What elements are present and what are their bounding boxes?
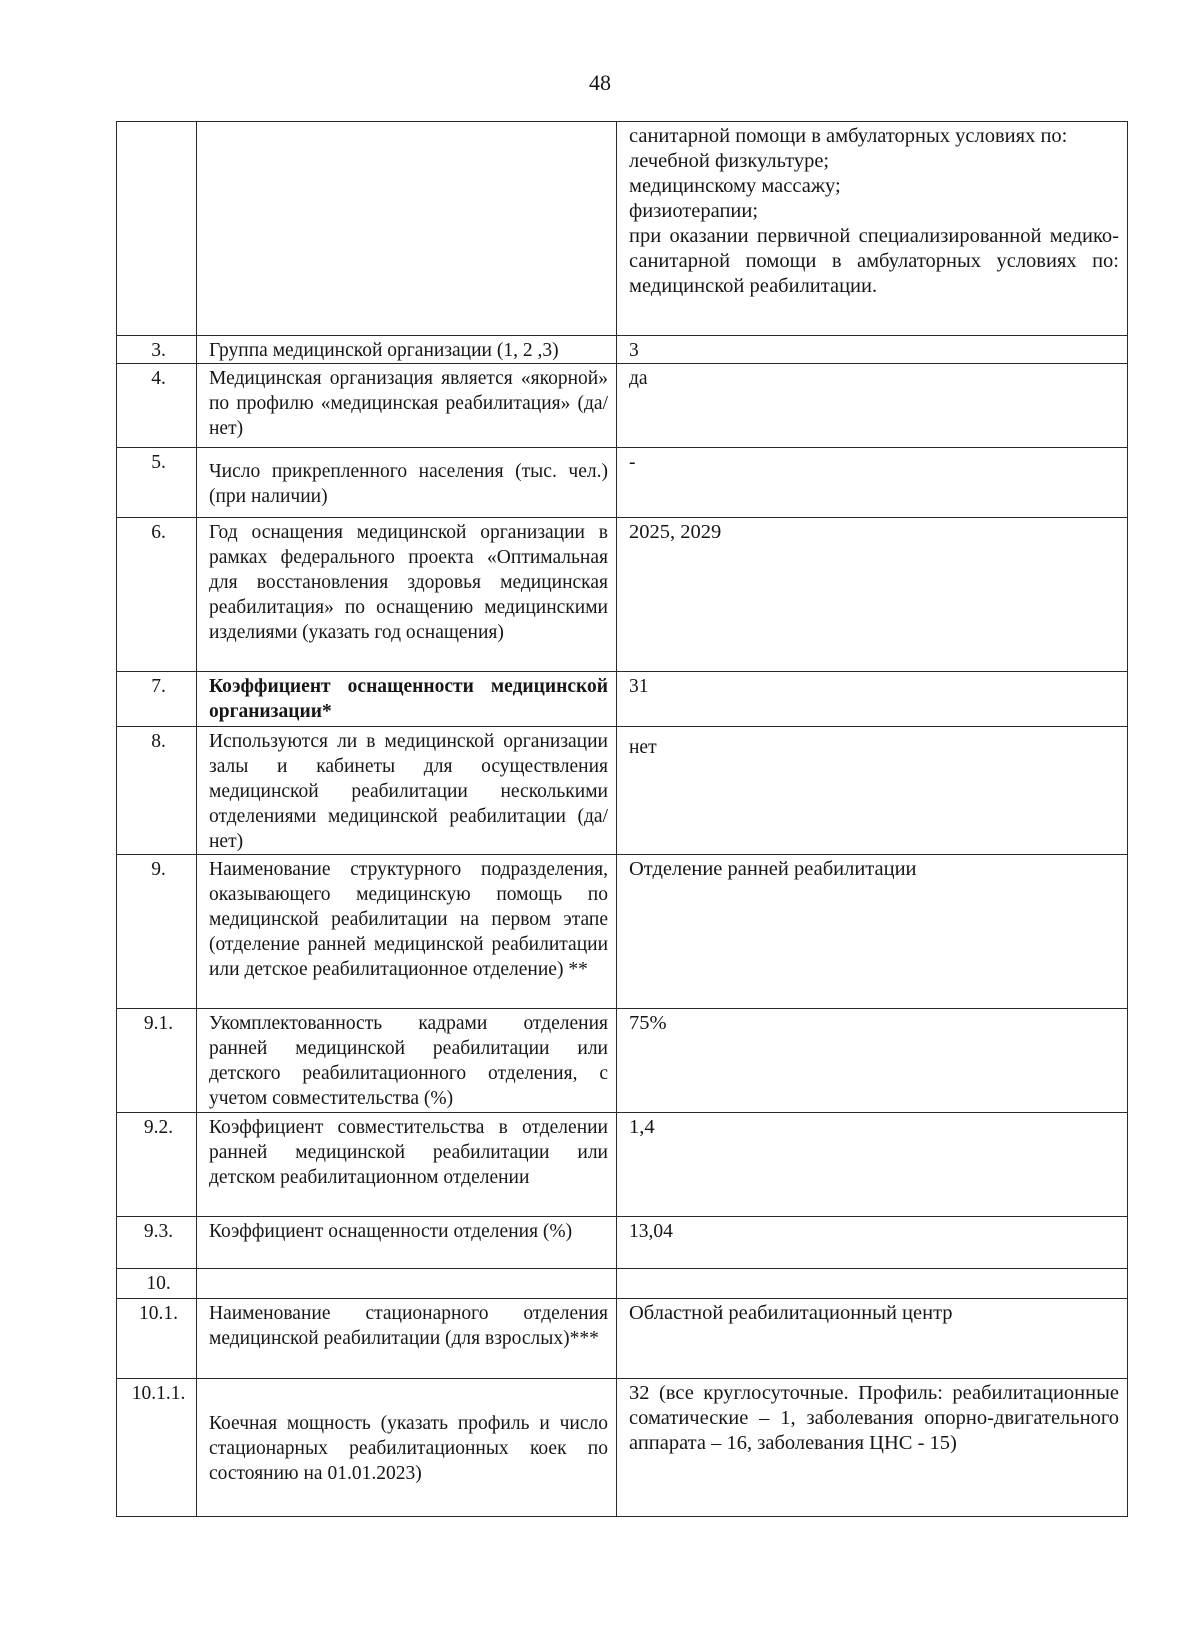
- row-value: 2025, 2029: [617, 518, 1128, 672]
- table-row: [117, 1269, 1128, 1299]
- row-parameter: Год оснащения медицинской организации в рамках федерального проекта «Оптимальная для восстановления здоровья медицинская реабилитация» по оснащению медицинскими изделиями (указать год оснащения): [197, 518, 617, 672]
- table-row: [117, 727, 1128, 855]
- table-row: [117, 364, 1128, 448]
- row-number: 7.: [117, 672, 197, 727]
- table-row: [117, 122, 1128, 336]
- row-parameter: Укомплектованность кадрами отделения ранней медицинской реабилитации или детского реабилитационного отделения, с учетом совместительства (%): [197, 1009, 617, 1113]
- row-parameter: Медицинская организация является «якорной» по профилю «медицинская реабилитация» (да/нет): [197, 364, 617, 448]
- row-number: 10.: [117, 1269, 197, 1299]
- data-table: [116, 121, 1128, 1517]
- table-row: [117, 518, 1128, 672]
- row-parameter: [197, 122, 617, 336]
- row-number: 9.: [117, 855, 197, 1009]
- row-parameter: Коэффициент оснащенности медицинской организации*: [197, 672, 617, 727]
- row-value: Областной реабилитационный центр: [617, 1299, 1128, 1379]
- row-parameter: Коэффициент совместительства в отделении ранней медицинской реабилитации или детском реабилитационном отделении: [197, 1113, 617, 1217]
- value-line: физиотерапии;: [629, 200, 759, 222]
- row-number: 9.2.: [117, 1113, 197, 1217]
- row-number: 9.3.: [117, 1217, 197, 1269]
- row-value: 75%: [617, 1009, 1128, 1113]
- row-value: [617, 122, 1128, 336]
- table-row: [117, 1009, 1128, 1113]
- page-number: 48: [589, 70, 611, 95]
- row-number: 5.: [117, 448, 197, 518]
- row-parameter: Используются ли в медицинской организации залы и кабинеты для осуществления медицинской реабилитации несколькими отделениями медицинской реабилитации (да/нет): [197, 727, 617, 855]
- value-line: лечебной физкультуре;: [629, 150, 830, 172]
- row-number: 6.: [117, 518, 197, 672]
- row-number: 4.: [117, 364, 197, 448]
- table-row: [117, 855, 1128, 1009]
- row-number: 10.1.: [117, 1299, 197, 1379]
- row-parameter: Коэффициент оснащенности отделения (%): [197, 1217, 617, 1269]
- row-value: 1,4: [617, 1113, 1128, 1217]
- row-value: Отделение ранней реабилитации: [617, 855, 1128, 1009]
- row-parameter: Группа медицинской организации (1, 2 ,3): [197, 336, 617, 364]
- row-value: 13,04: [617, 1217, 1128, 1269]
- table-row: [117, 1299, 1128, 1379]
- row-value: 3: [617, 336, 1128, 364]
- row-parameter: Наименование структурного подразделения, оказывающего медицинскую помощь по медицинской реабилитации на первом этапе (отделение ранней медицинской реабилитации или детское реабилитационное отделение) **: [197, 855, 617, 1009]
- row-value: 31: [617, 672, 1128, 727]
- row-number: 3.: [117, 336, 197, 364]
- row-parameter: [197, 1269, 617, 1299]
- table-row: [117, 336, 1128, 364]
- table-row: [117, 672, 1128, 727]
- row-value: да: [617, 364, 1128, 448]
- row-number: 10.1.1.: [117, 1379, 197, 1517]
- row-value: [617, 1269, 1128, 1299]
- row-value: нет: [617, 727, 1128, 855]
- table-row: [117, 1379, 1128, 1517]
- row-number: 8.: [117, 727, 197, 855]
- row-value: -: [617, 448, 1128, 518]
- table-row: [117, 1217, 1128, 1269]
- row-parameter: Наименование стационарного отделения медицинской реабилитации (для взрослых)***: [197, 1299, 617, 1379]
- table-row: [117, 448, 1128, 518]
- table-row: [117, 1113, 1128, 1217]
- value-line: медицинскому массажу;: [629, 175, 841, 197]
- row-parameter: Коечная мощность (указать профиль и число стационарных реабилитационных коек по состоянию на 01.01.2023): [197, 1379, 617, 1517]
- row-parameter: Число прикрепленного населения (тыс. чел.) (при наличии): [197, 448, 617, 518]
- value-line: при оказании первичной специализированной медико-санитарной помощи в амбулаторных условиях по: медицинской реабилитации.: [629, 225, 1119, 297]
- row-number: 9.1.: [117, 1009, 197, 1113]
- row-value: 32 (все круглосуточные. Профиль: реабилитационные соматические – 1, заболевания опорно-двигательного аппарата – 16, заболевания ЦНС - 15): [617, 1379, 1128, 1517]
- row-number: [117, 122, 197, 336]
- value-line: санитарной помощи в амбулаторных условиях по:: [629, 125, 1068, 147]
